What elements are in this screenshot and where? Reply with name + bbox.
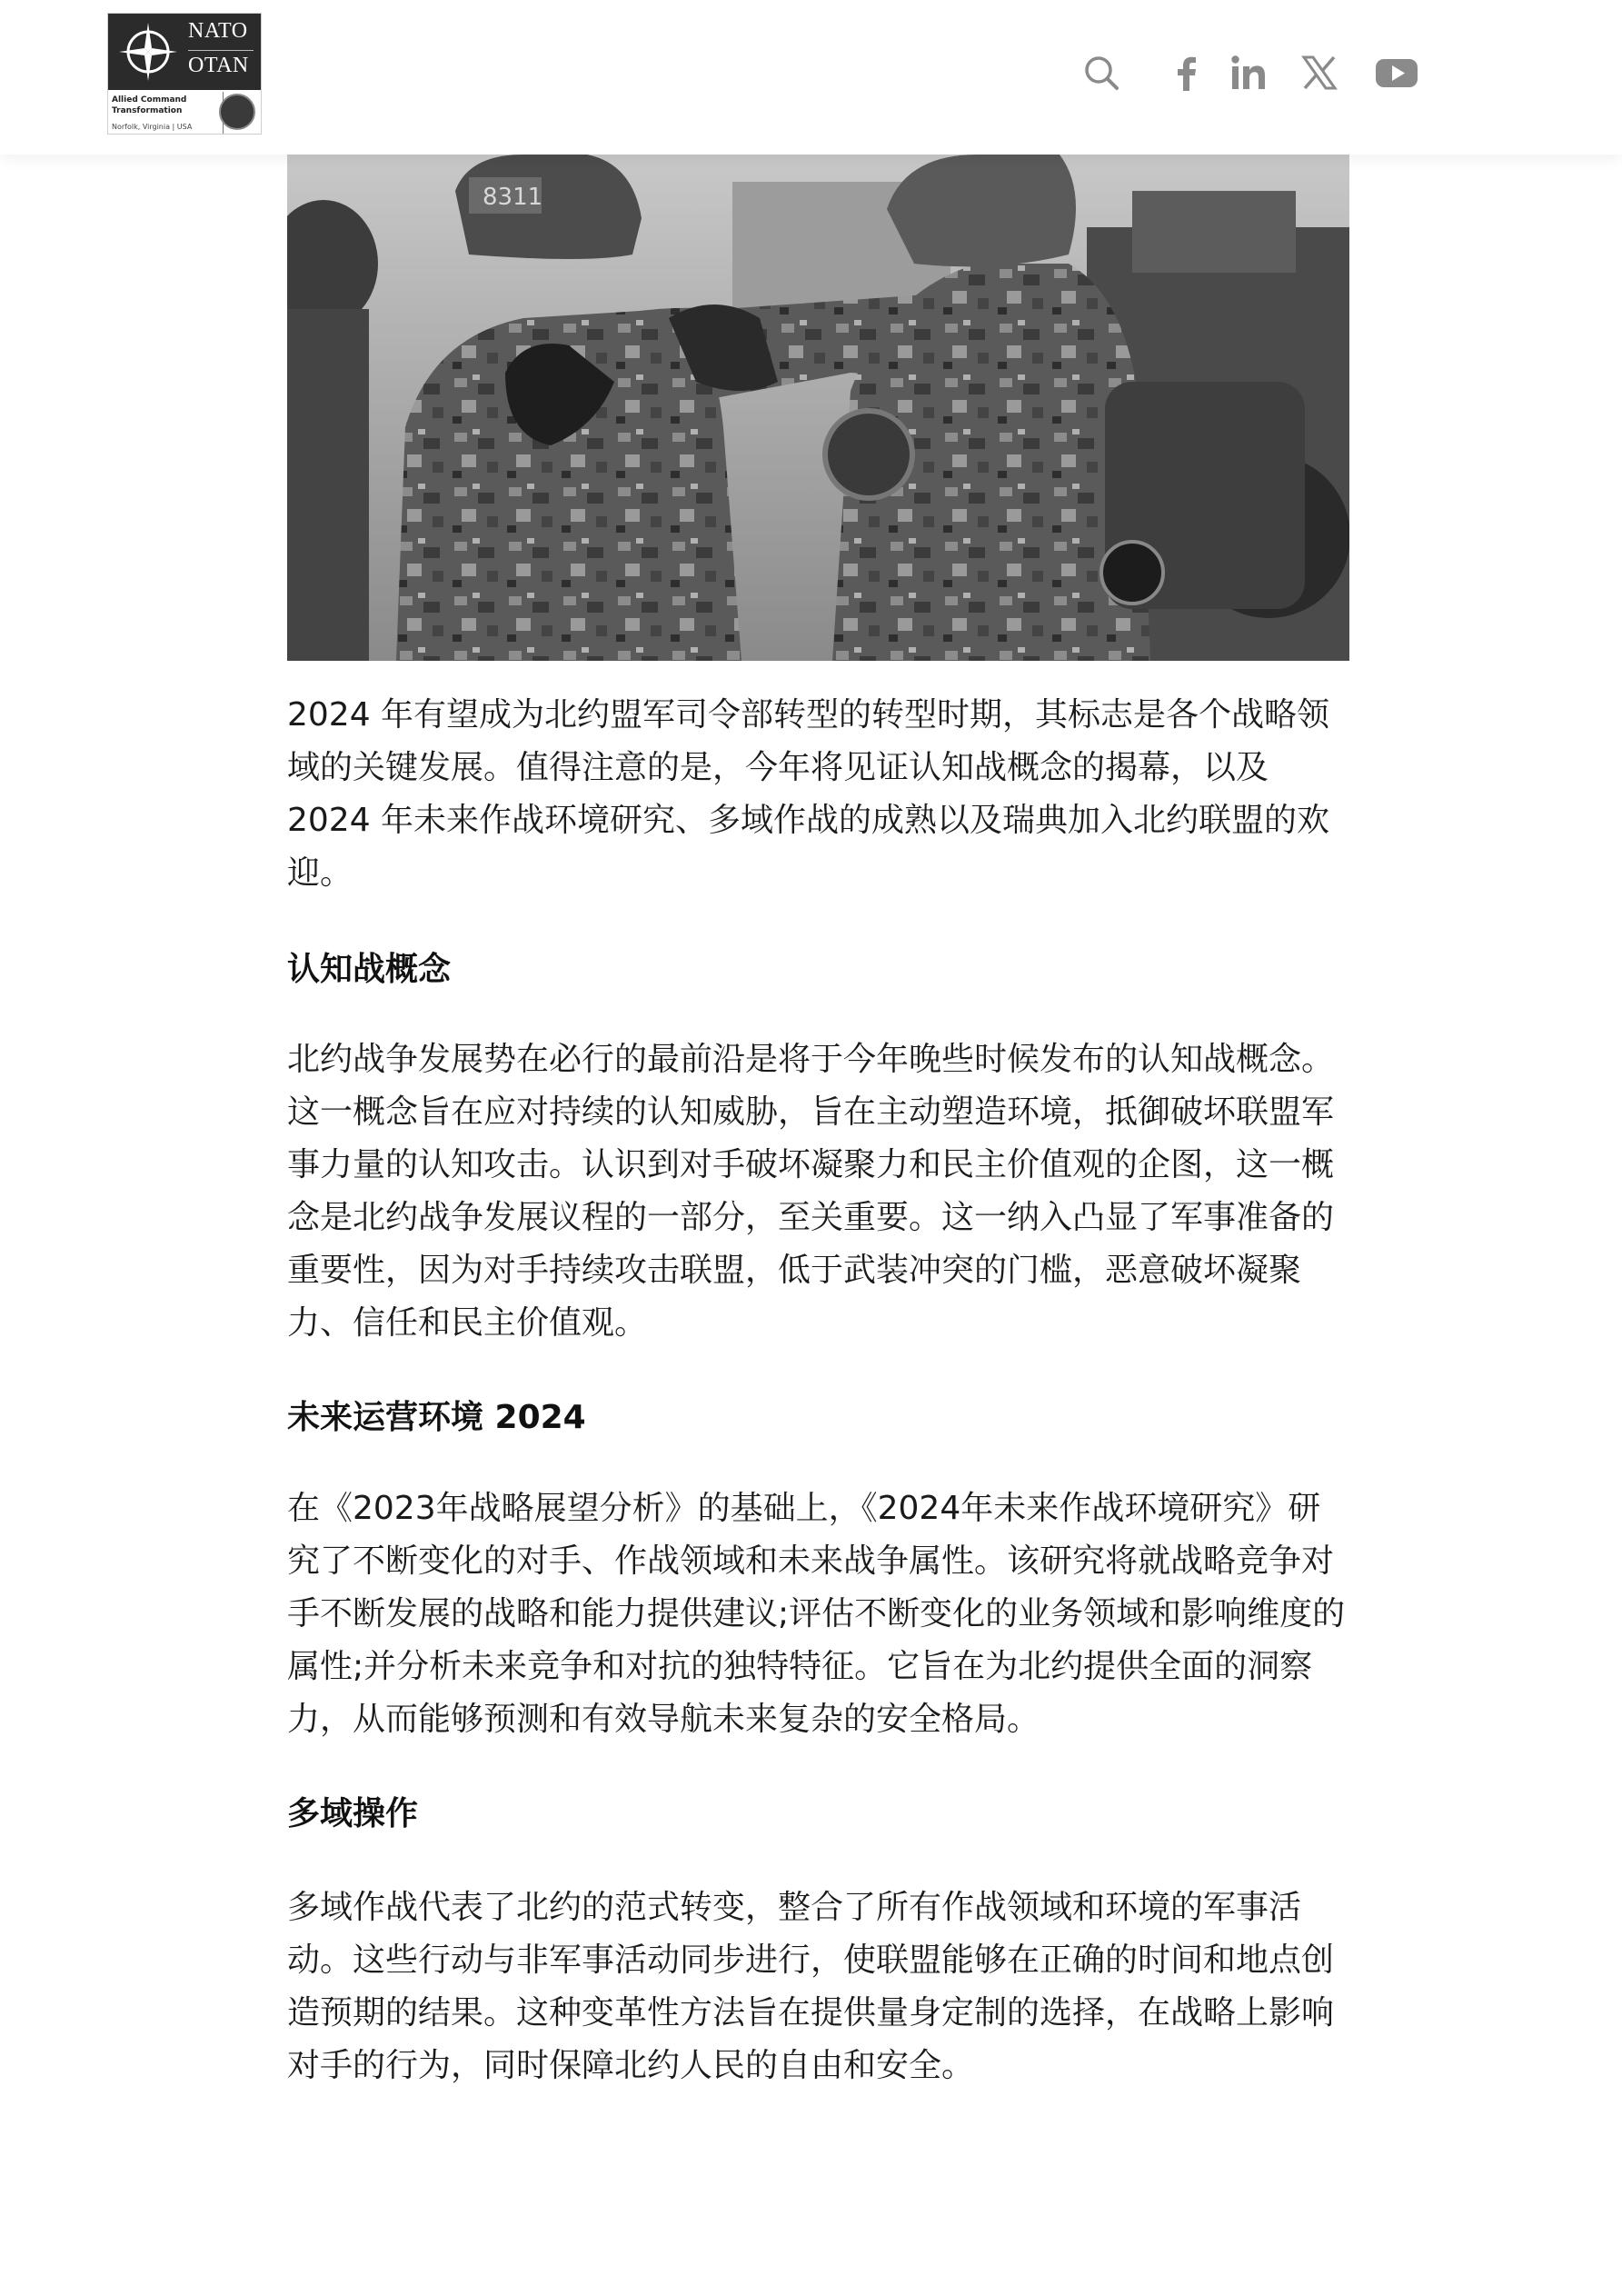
logo-text-transformation: Transformation bbox=[112, 106, 183, 115]
section-heading-future-operating-environment: 未来运营环境 2024 bbox=[287, 1399, 586, 1436]
logo-divider bbox=[188, 50, 254, 51]
helmet-marking: 8311 bbox=[483, 184, 543, 211]
logo-word-nato: NATO bbox=[188, 19, 248, 43]
article-intro: 2024 年有望成为北约盟军司令部转型的转型时期，其标志是各个战略领域的关键发展。值得注意的是，今年将见证认知战概念的揭幕，以及 2024 年未来作战环境研究、多域作战的成熟以及瑞典加入北约联盟的欢迎。 bbox=[287, 696, 1330, 892]
section-body-multi-domain-operations: 多域作战代表了北约的范式转变，整合了所有作战领域和环境的军事活动。这些行动与非军事活动同步进行，使联盟能够在正确的时间和地点创造预期的结果。这种变革性方法旨在提供量身定制的选择，在战略上影响对手的行为，同时保障北约人民的自由和安全。 bbox=[287, 1889, 1335, 2084]
section-heading-cognitive-warfare: 认知战概念 bbox=[287, 951, 452, 988]
site-header bbox=[0, 0, 1622, 155]
section-body-future-operating-environment: 在《2023年战略展望分析》的基础上，《2024年未来作战环境研究》研究了不断变化的对手、作战领域和未来战争属性。该研究将就战略竞争对手不断发展的战略和能力提供建议;评估不断变化的业务领域和影响维度的属性;并分析未来竞争和对抗的独特特征。它旨在为北约提供全面的洞察力，从而能够预测和有效导航未来复杂的安全格局。 bbox=[287, 1490, 1346, 1738]
act-seal-icon bbox=[219, 94, 255, 130]
hero-photo bbox=[287, 155, 1349, 661]
facebook-icon[interactable] bbox=[1167, 53, 1207, 93]
nato-compass-emblem-icon bbox=[115, 19, 181, 85]
nato-act-logo[interactable] bbox=[107, 13, 262, 135]
logo-word-otan: OTAN bbox=[188, 54, 249, 77]
linkedin-icon[interactable] bbox=[1229, 53, 1269, 93]
soldiers-photo-illustration bbox=[287, 155, 1349, 661]
article-body bbox=[287, 689, 1349, 2092]
x-icon[interactable] bbox=[1299, 53, 1339, 93]
logo-text-location: Norfolk, Virginia | USA bbox=[112, 123, 193, 131]
logo-text-allied-command: Allied Command bbox=[112, 95, 187, 105]
section-body-cognitive-warfare: 北约战争发展势在必行的最前沿是将于今年晚些时候发布的认知战概念。这一概念旨在应对持续的认知威胁，旨在主动塑造环境，抵御破坏联盟军事力量的认知攻击。认识到对手破坏凝聚力和民主价值观的企图，这一概念是北约战争发展议程的一部分，至关重要。这一纳入凸显了军事准备的重要性，因为对手持续攻击联盟，低于武装冲突的门槛，恶意破坏凝聚力、信任和民主价值观。 bbox=[287, 1041, 1335, 1342]
logo-banner bbox=[108, 14, 261, 90]
search-icon[interactable] bbox=[1081, 53, 1121, 93]
section-heading-multi-domain-operations: 多域操作 bbox=[287, 1795, 419, 1832]
youtube-icon[interactable] bbox=[1374, 53, 1419, 93]
